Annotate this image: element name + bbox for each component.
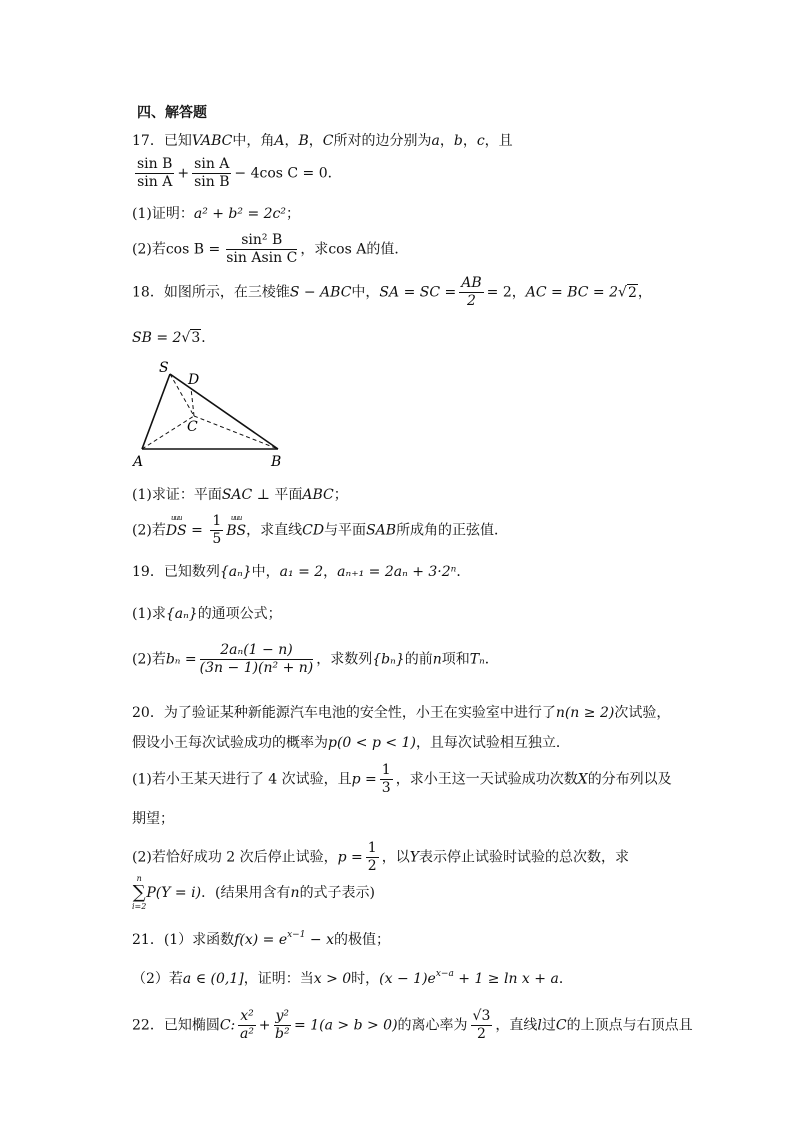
p20-text: (1)若小王某天进行了 4 次试验，且 <box>132 771 352 788</box>
p19-text: (2)若 <box>132 651 166 668</box>
frac-den: 3 <box>381 780 391 796</box>
part-label: (2)若 <box>132 241 166 258</box>
math-expr: {bₙ} <box>372 651 405 668</box>
p18-text: 中， <box>351 284 380 301</box>
p18-text: (2)若 <box>132 522 166 539</box>
problem-18-part2 <box>132 513 508 548</box>
math-expr: cos A <box>328 241 367 258</box>
fraction <box>238 1008 256 1043</box>
fraction <box>210 513 223 548</box>
p17-var: c <box>476 133 485 149</box>
frac-num: sin A <box>194 156 230 172</box>
vector-name: BS <box>226 522 247 539</box>
sqrt-radicand: 2 <box>627 284 637 301</box>
vector-arrow-icon: uuu <box>170 513 182 522</box>
vector <box>226 513 247 539</box>
p17-text: 的值． <box>366 241 409 258</box>
math-expr: bₙ = <box>165 651 197 668</box>
problem-20-line2 <box>132 732 570 752</box>
p17-text: ， <box>439 133 454 149</box>
p20-text: 期望； <box>132 811 174 827</box>
math-expr: C <box>555 1017 567 1034</box>
p17-var: a <box>431 133 440 149</box>
vector <box>165 513 187 539</box>
fraction <box>135 156 174 191</box>
p20-text: 的分布列以及 <box>587 771 672 788</box>
p20-text: 表示停止试验时试验的总次数，求 <box>418 849 629 866</box>
frac-num: sin B <box>137 156 173 172</box>
p21-text: ，证明：当 <box>243 971 314 987</box>
math-expr: SA = SC = <box>379 284 457 301</box>
p17-triangle: VABC <box>191 133 233 149</box>
p21-text: （2）若 <box>132 971 183 987</box>
p19-text: 19．已知数列 <box>132 564 220 580</box>
math-expr: (x − 1)e <box>379 971 436 987</box>
frac-den: b² <box>274 1026 290 1042</box>
p20-text: ，以 <box>381 849 410 866</box>
p20-text: 的式子表示) <box>299 885 376 901</box>
p17-text: ， <box>462 133 477 149</box>
p18-text: ， <box>511 284 526 301</box>
p17-text: 中，角 <box>232 133 275 149</box>
math-expr: Y <box>409 849 419 866</box>
fraction <box>459 275 483 310</box>
eq-tail: − 4cos C = 0 <box>234 165 328 182</box>
p18-text: 与平面 <box>324 522 367 539</box>
math-expr: ABC <box>302 487 334 503</box>
p19-text: (1)求 <box>132 606 166 622</box>
p17-text: ，求 <box>300 241 329 258</box>
math-expr: SB = 2 <box>132 330 182 346</box>
p19-text: ． <box>484 651 499 668</box>
problem-18-stem-2: SB = 2√3． <box>132 330 216 346</box>
math-expr: SAC <box>221 487 253 503</box>
p20-text: ．(结果用含有 <box>201 885 291 901</box>
frac-num: √3 <box>472 1008 491 1024</box>
p22-text: 的离心率为 <box>397 1017 468 1034</box>
p19-text: ， <box>323 564 338 580</box>
math-expr: Tₙ <box>469 651 485 668</box>
p19-text: ，求数列 <box>316 651 373 668</box>
label-D: D <box>188 372 200 388</box>
p21-text: ． <box>558 971 573 987</box>
frac-den: (3n − 1)(n² + n) <box>199 660 314 676</box>
vector-name: DS <box>165 522 187 539</box>
p17-text: ． <box>327 165 342 182</box>
fraction <box>380 762 393 797</box>
frac-num: AB <box>461 275 482 291</box>
p18-text: ； <box>333 487 348 503</box>
problem-20-part2-cont <box>132 874 375 912</box>
problem-18-stem: 18．如图所示，在三棱锥S − ABC中，SA = SC = $\frac{AB}{2}$ = 2，AC = BC = 2√2， <box>132 275 652 309</box>
problem-20-line1 <box>132 702 670 722</box>
math-expr: n <box>432 651 442 668</box>
frac-num: 1 <box>367 840 377 856</box>
math-expr: a² + b² = 2c² <box>193 206 286 222</box>
p22-text: 过 <box>541 1017 556 1034</box>
math-expr: f(x) = e <box>234 932 288 948</box>
p17-text: 17．已知 <box>132 133 192 149</box>
p17-var: b <box>453 133 463 149</box>
sqrt-radicand: 3 <box>191 330 201 346</box>
math-expr: = 2 <box>486 284 512 301</box>
p19-text: 中， <box>251 564 280 580</box>
math-expr: aₙ₊₁ = 2aₙ + 3·2ⁿ <box>337 564 457 580</box>
problem-19-stem <box>132 561 470 581</box>
problem-17-stem <box>132 130 513 150</box>
p20-text: 次试验， <box>614 705 671 721</box>
p18-text: ， <box>637 284 652 301</box>
math-expr: S − ABC <box>289 284 352 301</box>
equals: = <box>186 522 208 539</box>
frac-num: x² <box>240 1008 254 1024</box>
plus: + <box>258 1017 271 1034</box>
sum-upper: n <box>136 874 142 883</box>
part-label: (1)证明： <box>132 206 194 222</box>
label-C: C <box>187 419 198 435</box>
p20-text: 假设小王每次试验成功的概率为 <box>132 735 328 751</box>
edge-SB <box>170 374 278 449</box>
math-expr: {aₙ} <box>219 564 252 580</box>
p18-text: 所成角的正弦值． <box>396 522 509 539</box>
frac-den: 5 <box>212 531 222 547</box>
perp-symbol: ⊥ <box>252 487 275 503</box>
p17-text: ， <box>308 133 323 149</box>
p20-text: 20．为了验证某种新能源汽车电池的安全性，小王在实验室中进行了 <box>132 705 556 721</box>
math-expr: = 1(a > b > 0) <box>294 1017 398 1034</box>
math-expr: X <box>577 771 588 788</box>
frac-num: 1 <box>381 762 391 778</box>
exponent: x−a <box>435 969 454 979</box>
p20-text: ，且每次试验相互独立． <box>415 735 570 751</box>
label-S: S <box>159 360 169 376</box>
p20-text: (2)若恰好成功 2 次后停止试验， <box>132 849 338 866</box>
p19-text: 的通项公式； <box>197 606 282 622</box>
p22-text: ，直线 <box>495 1017 538 1034</box>
sum-lower: i=2 <box>132 902 147 911</box>
math-expr: C: <box>219 1017 236 1034</box>
math-expr: + 1 ≥ ln x + a <box>453 971 559 987</box>
p19-text: 的前 <box>404 651 433 668</box>
p21-text: 时， <box>351 971 380 987</box>
p19-text: 项和 <box>441 651 470 668</box>
summation <box>132 874 146 912</box>
problem-18-part1 <box>132 484 348 504</box>
p17-text: ， <box>284 133 299 149</box>
frac-den: sin A <box>137 174 173 190</box>
p17-var: A <box>274 133 285 149</box>
problem-17-part2 <box>132 232 408 267</box>
p18-text: 18．如图所示，在三棱锥 <box>132 284 290 301</box>
p22-text: 22．已知椭圆 <box>132 1017 220 1034</box>
frac-den: 2 <box>466 293 476 309</box>
vector-arrow-icon: uuu <box>230 513 242 522</box>
p17-var: C <box>322 133 334 149</box>
math-expr: n <box>290 885 300 901</box>
frac-den: 2 <box>477 1026 486 1042</box>
math-expr: x > 0 <box>313 971 352 987</box>
problem-20-part1-cont <box>132 808 174 828</box>
math-expr: p = <box>351 771 377 788</box>
tetrahedron-figure <box>128 360 298 472</box>
plus: + <box>177 165 190 182</box>
frac-num: 2aₙ(1 − n) <box>200 642 314 660</box>
problem-19-part1 <box>132 603 282 623</box>
problem-20-part2 <box>132 840 629 875</box>
math-expr: p = <box>337 849 363 866</box>
frac-num: sin² B <box>226 232 297 250</box>
problem-17-equation <box>132 156 342 191</box>
p21-text: 的极值； <box>333 932 390 948</box>
p18-text: ，求直线 <box>246 522 303 539</box>
exponent: x−1 <box>287 930 306 940</box>
p17-text: ； <box>286 206 300 222</box>
problem-20-part1 <box>132 762 672 797</box>
fraction <box>226 232 297 267</box>
math-expr: n(n ≥ 2) <box>555 705 615 721</box>
frac-den: a² <box>240 1026 254 1042</box>
frac-den: sin B <box>194 174 230 190</box>
p18-text: ． <box>201 330 216 346</box>
p17-text: 所对的边分别为 <box>333 133 432 149</box>
p17-var: B <box>298 133 309 149</box>
problem-21-part1 <box>132 929 390 949</box>
math-expr: − x <box>305 932 334 948</box>
problem-21-part2 <box>132 968 573 988</box>
problem-22-stem <box>132 1008 693 1043</box>
math-expr: {aₙ} <box>165 606 198 622</box>
math-expr: SAB <box>366 522 397 539</box>
fraction <box>192 156 231 191</box>
edge-BC <box>194 416 278 449</box>
p20-text: ，求小王这一天试验成功次数 <box>395 771 578 788</box>
frac-num: 1 <box>212 513 222 529</box>
fraction <box>471 1008 493 1043</box>
section-heading: 四、解答题 <box>137 105 207 121</box>
math-expr: l <box>537 1017 542 1034</box>
p21-text: 21．(1）求函数 <box>132 932 235 948</box>
edge-SA <box>142 374 170 449</box>
math-expr: p(0 < p < 1) <box>328 735 416 751</box>
frac-num: y² <box>275 1008 290 1024</box>
label-B: B <box>271 454 282 470</box>
p18-text: 平面 <box>274 487 303 503</box>
frac-den: 2 <box>367 858 377 874</box>
fraction <box>200 642 314 677</box>
p18-text: (1)求证：平面 <box>132 487 222 503</box>
fraction <box>274 1008 292 1043</box>
problem-19-part2 <box>132 642 499 677</box>
p22-text: 的上顶点与右顶点且 <box>566 1017 693 1034</box>
label-A: A <box>133 454 144 470</box>
sigma-icon: ∑ <box>132 882 146 903</box>
math-expr: cos B = <box>165 241 221 258</box>
fraction <box>366 840 379 875</box>
p19-text: ． <box>456 564 471 580</box>
problem-17-part1 <box>132 203 300 223</box>
math-expr: AC = BC = 2 <box>525 284 619 301</box>
math-expr: CD <box>302 522 325 539</box>
math-expr: P(Y = i) <box>146 885 202 901</box>
p17-text: ，且 <box>484 133 513 149</box>
math-expr: a₁ = 2 <box>279 564 324 580</box>
math-expr: a ∈ (0,1] <box>182 971 244 987</box>
frac-den: sin Asin C <box>226 250 298 266</box>
